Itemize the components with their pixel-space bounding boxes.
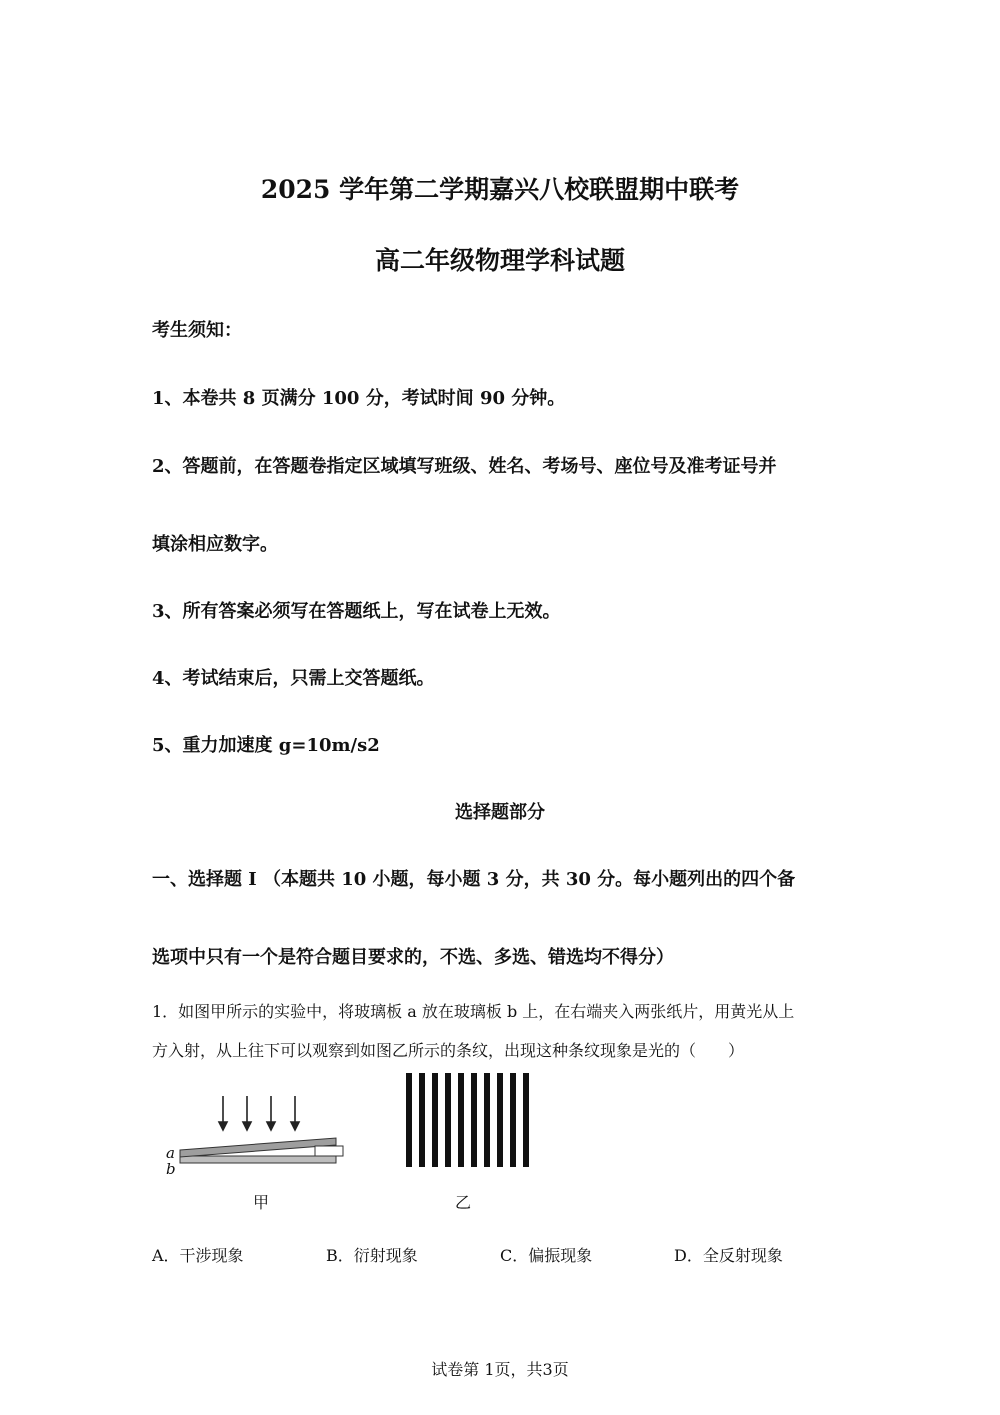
- glass-plate-a: [180, 1138, 336, 1157]
- exam-title: 2025 学年第二学期嘉兴八校联盟期中联考: [260, 175, 740, 204]
- fringe-stripe: [445, 1073, 451, 1167]
- glass-plate-b: [180, 1156, 336, 1163]
- figure-jia-caption: 甲: [253, 1193, 270, 1212]
- notice-item-4: 4、考试结束后，只需上交答题纸。: [152, 668, 435, 689]
- fringe-stripe: [497, 1073, 503, 1167]
- option-c: C．偏振现象: [500, 1246, 593, 1265]
- fringe-stripe: [432, 1073, 438, 1167]
- paper-spacer: [315, 1146, 343, 1156]
- fringe-stripe: [510, 1073, 516, 1167]
- figure-jia-glass-plates: [160, 1088, 360, 1183]
- plate-label-b: b: [166, 1160, 176, 1178]
- fringe-stripe: [484, 1073, 490, 1167]
- part-instructions-line1: 一、选择题 I （本题共 10 小题，每小题 3 分，共 30 分。每小题列出的四个备: [152, 869, 796, 890]
- fringe-stripe: [523, 1073, 529, 1167]
- page-footer: 试卷第 1页，共3页: [431, 1360, 569, 1379]
- light-arrows: [219, 1096, 299, 1130]
- plate-label-a: a: [166, 1144, 175, 1162]
- option-a: A．干涉现象: [152, 1246, 244, 1265]
- fringe-stripe: [458, 1073, 464, 1167]
- option-b: B．衍射现象: [326, 1246, 418, 1265]
- fringe-stripe: [419, 1073, 425, 1167]
- exam-subtitle: 高二年级物理学科试题: [374, 246, 625, 275]
- question-1-stem-line1: 1．如图甲所示的实验中，将玻璃板 a 放在玻璃板 b 上，在右端夹入两张纸片，用黄光从上: [152, 1002, 795, 1021]
- question-1-stem-line2: 方入射，从上往下可以观察到如图乙所示的条纹，出现这种条纹现象是光的（ ）: [152, 1041, 745, 1060]
- option-d: D．全反射现象: [674, 1246, 783, 1265]
- section-title: 选择题部分: [455, 802, 545, 823]
- notice-heading: 考生须知：: [152, 320, 242, 341]
- fringe-stripe: [471, 1073, 477, 1167]
- notice-item-5: 5、重力加速度 g=10m/s2: [152, 735, 380, 756]
- notice-item-1: 1、本卷共 8 页满分 100 分，考试时间 90 分钟。: [152, 388, 566, 409]
- figure-yi-fringes: [404, 1073, 538, 1167]
- fringe-stripe: [406, 1073, 412, 1167]
- notice-item-2-cont: 填涂相应数字。: [152, 534, 278, 555]
- notice-item-3: 3、所有答案必须写在答题纸上，写在试卷上无效。: [152, 601, 561, 622]
- notice-item-2: 2、答题前，在答题卷指定区域填写班级、姓名、考场号、座位号及准考证号并: [152, 456, 777, 477]
- figure-yi-caption: 乙: [455, 1193, 472, 1212]
- part-instructions-line2: 选项中只有一个是符合题目要求的，不选、多选、错选均不得分）: [152, 947, 674, 968]
